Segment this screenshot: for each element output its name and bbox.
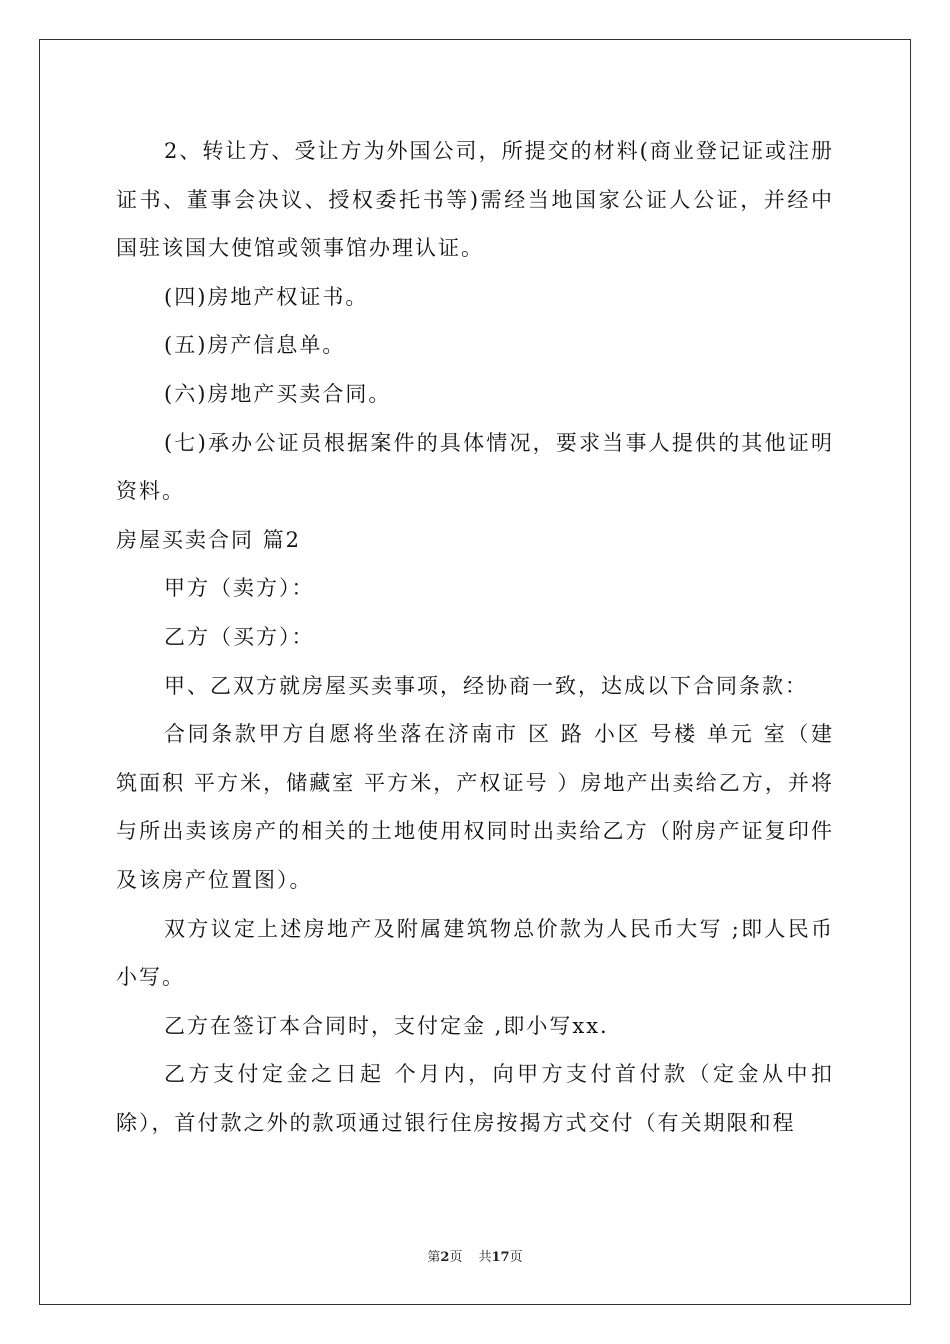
page-prefix: 第 bbox=[427, 1250, 441, 1265]
page-suffix: 页 bbox=[449, 1250, 463, 1265]
page-total-number: 17 bbox=[491, 1250, 510, 1265]
paragraph-sale-contract: (六)房地产买卖合同。 bbox=[164, 381, 392, 406]
page-current-number: 2 bbox=[440, 1250, 450, 1265]
paragraph-property-info-sheet: (五)房产信息单。 bbox=[164, 333, 346, 358]
paragraph-property-certificate: (四)房地产权证书。 bbox=[164, 284, 369, 309]
total-suffix: 页 bbox=[509, 1250, 523, 1265]
page-footer bbox=[0, 1246, 950, 1265]
paragraph-party-b: 乙方（买方）： bbox=[164, 624, 315, 649]
document-body bbox=[116, 127, 834, 1147]
paragraph-deposit: 乙方在签订本合同时，支付定金 ,即小写xx. bbox=[164, 1013, 609, 1038]
paragraph-foreign-company-materials: 2、转让方、受让方为外国公司，所提交的材料(商业登记证或注册证书、董事会决议、授权委托书等)需经当地国家公证人公证，并经中国驻该国大使馆或领事馆办理认证。 bbox=[116, 139, 834, 261]
paragraph-total-price: 双方议定上述房地产及附属建筑物总价款为人民币大写 ;即人民币小写。 bbox=[116, 916, 834, 990]
paragraph-down-payment: 乙方支付定金之日起 个月内，向甲方支付首付款（定金从中扣除），首付款之外的款项通过银行住房按揭方式交付（有关期限和程 bbox=[116, 1062, 834, 1135]
total-prefix: 共 bbox=[478, 1250, 492, 1265]
paragraph-other-documents: (七)承办公证员根据案件的具体情况，要求当事人提供的其他证明资料。 bbox=[116, 430, 834, 504]
section-heading: 房屋买卖合同 篇2 bbox=[116, 527, 302, 552]
paragraph-property-clause: 合同条款甲方自愿将坐落在济南市 区 路 小区 号楼 单元 室（建筑面积 平方米，储藏室 平方米，产权证号 ）房地产出卖给乙方，并将与所出卖该房产的相关的土地使用权同时出卖给乙方（附房产证复印件及该房产位置图）。 bbox=[116, 722, 834, 892]
paragraph-agreement-intro: 甲、乙双方就房屋买卖事项，经协商一致，达成以下合同条款： bbox=[164, 673, 808, 698]
paragraph-party-a: 甲方（卖方）： bbox=[164, 576, 315, 601]
